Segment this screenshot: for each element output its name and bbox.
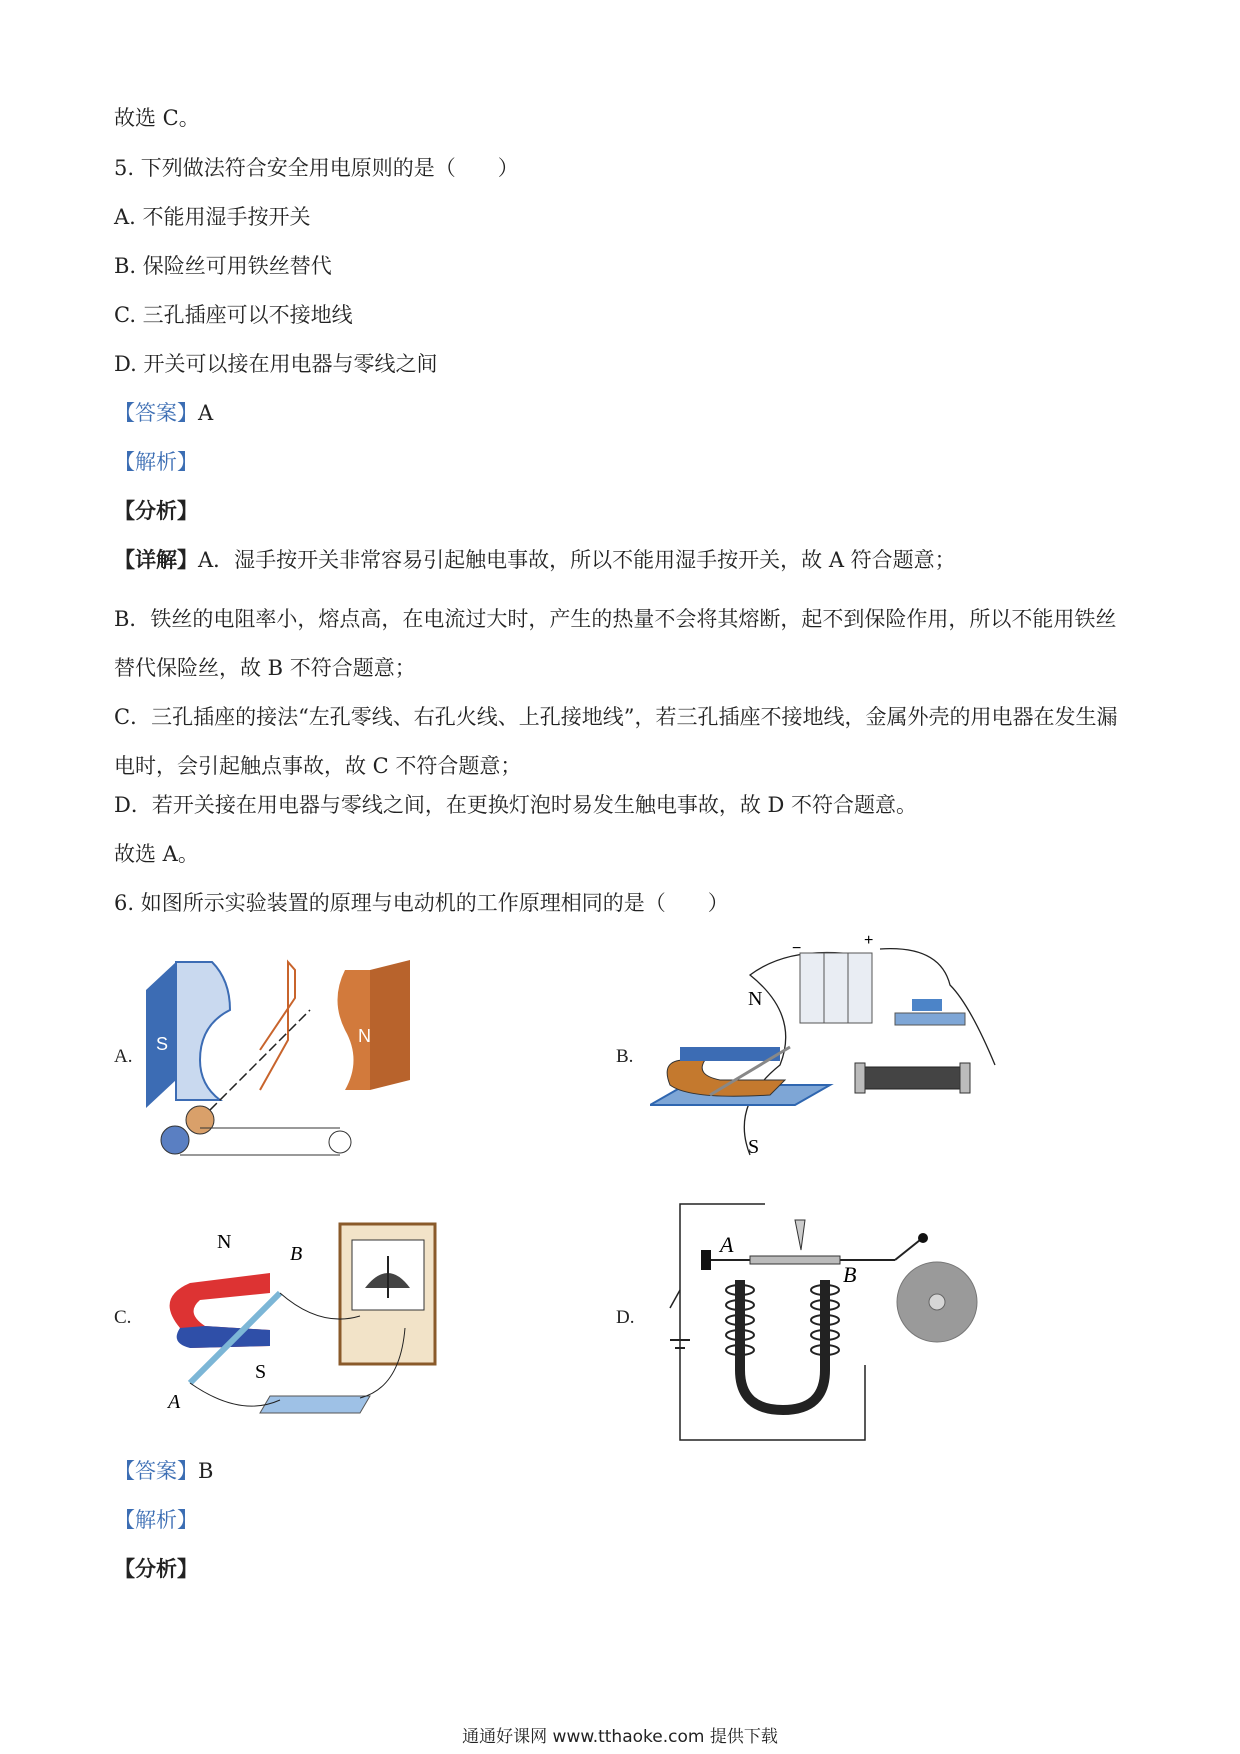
- fig-c-b-label: B: [290, 1243, 303, 1265]
- q5-option-a: A. 不能用湿手按开关: [114, 205, 311, 229]
- magnet-n-letter: N: [358, 1026, 371, 1046]
- battery-pack: [800, 953, 872, 1023]
- q6-answer-value: B: [198, 1459, 214, 1483]
- meter-dial: [329, 1131, 351, 1153]
- q5-detail-a: [114, 546, 956, 574]
- fig-a-motor-diagram: [140, 950, 430, 1165]
- fig-d-a-label: A: [720, 1232, 734, 1257]
- answer-tag: 【答案】: [114, 401, 198, 425]
- page-footer: 通通好课网 www.tthaoke.com 提供下载: [462, 1727, 778, 1747]
- fig-d-b-label: B: [843, 1262, 857, 1287]
- fig-a-label: A.: [114, 1046, 133, 1067]
- magnet-top-plate: [680, 1047, 780, 1061]
- bell-center: [929, 1294, 945, 1310]
- q6-stem: 6. 如图所示实验装置的原理与电动机的工作原理相同的是（ ）: [114, 891, 729, 915]
- fig-d-electric-bell-diagram: [655, 1190, 1000, 1445]
- fig-b-s-label: S: [748, 1136, 760, 1158]
- rheostat-body: [865, 1067, 960, 1089]
- detail-a-text: A．湿手按开关非常容易引起触电事故，所以不能用湿手按开关，故 A 符合题意；: [198, 548, 956, 572]
- fig-c-s-label: S: [255, 1361, 267, 1383]
- detail-tag: 【详解】: [114, 547, 198, 572]
- previous-choice: 故选 C。: [114, 106, 200, 130]
- q5-analysis-tag: 【解析】: [114, 450, 198, 474]
- magnet-blue-pole: [177, 1326, 270, 1348]
- fig-b-motor-diagram: [650, 935, 1005, 1170]
- q5-option-c: C. 三孔插座可以不接地线: [114, 303, 353, 327]
- switch-board: [260, 1396, 370, 1413]
- armature-plate: [750, 1256, 840, 1264]
- fig-b-label: B.: [616, 1046, 634, 1067]
- brush: [161, 1126, 189, 1154]
- hammer-arm: [895, 1240, 920, 1260]
- horseshoe-magnet: [667, 1060, 785, 1096]
- magnet-s-face: [176, 962, 230, 1100]
- fig-c-n-label: N: [217, 1231, 232, 1253]
- fig-c-a-label: A: [168, 1391, 181, 1413]
- magnet-n-side: [370, 960, 410, 1090]
- q6-fenxi-tag: 【分析】: [114, 1556, 198, 1581]
- q5-detail-b: B．铁丝的电阻率小，熔点高，在电流过大时，产生的热量不会将其熔断，起不到保险作用，所以不能用铁丝替代保险丝，故 B 不符合题意；: [114, 607, 1117, 680]
- switch-lever: [670, 1290, 680, 1308]
- q6-analysis-tag: 【解析】: [114, 1508, 198, 1532]
- u-core: [740, 1280, 825, 1410]
- coil-wire: [260, 962, 295, 1090]
- hammer-head: [918, 1233, 928, 1243]
- fig-b-n-label: N: [748, 988, 763, 1010]
- terminal-post: [701, 1250, 711, 1270]
- contact-screw: [795, 1220, 805, 1250]
- q6-answer: [114, 1457, 213, 1485]
- q5-answer: [114, 399, 213, 427]
- commutator: [186, 1106, 214, 1134]
- q5-option-d: D. 开关可以接在用电器与零线之间: [114, 352, 438, 376]
- battery-minus: −: [792, 940, 802, 957]
- switch-base: [895, 1013, 965, 1025]
- q5-stem: 5. 下列做法符合安全用电原则的是（ ）: [114, 156, 519, 180]
- switch-knife: [912, 999, 942, 1011]
- rheostat-end-right: [960, 1063, 970, 1093]
- battery-plus: +: [864, 935, 874, 949]
- magnet-s-letter: S: [156, 1034, 169, 1054]
- q5-detail-c: C．三孔插座的接法“左孔零线、右孔火线、上孔接地线”，若三孔插座不接地线，金属外壳的用电器在发生漏电时，会引起触点事故，故 C 不符合题意；: [114, 705, 1118, 778]
- answer-value: A: [198, 401, 214, 425]
- fig-c-label: C.: [114, 1307, 132, 1328]
- q5-option-b: B. 保险丝可用铁丝替代: [114, 254, 332, 278]
- q5-fenxi-tag: 【分析】: [114, 498, 198, 523]
- q6-answer-tag: 【答案】: [114, 1459, 198, 1483]
- rheostat-end-left: [855, 1063, 865, 1093]
- q5-choice: 故选 A。: [114, 842, 199, 866]
- fig-c-generator-diagram: [160, 1218, 445, 1418]
- fig-d-label: D.: [616, 1307, 635, 1328]
- q5-detail-d: D．若开关接在用电器与零线之间，在更换灯泡时易发生触电事故，故 D 不符合题意。: [114, 793, 918, 817]
